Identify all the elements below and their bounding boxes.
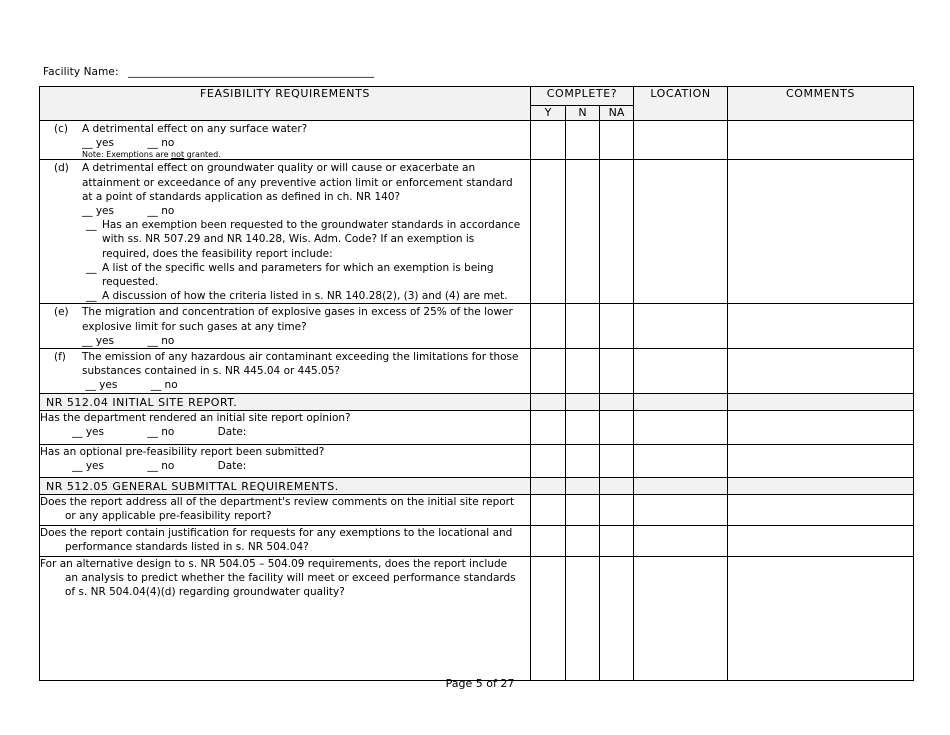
general-q1-n[interactable]: [566, 494, 600, 525]
item-d-sub2-mark[interactable]: __: [86, 261, 97, 274]
page-number: Page 5 of 27: [445, 677, 515, 690]
item-f-label: (f): [54, 351, 66, 364]
facility-name-label: Facility Name:: [43, 66, 119, 78]
general-q2-text-a: Does the report contain justification for requests for any exemptions to the locational and: [40, 526, 513, 539]
facility-name-blank[interactable]: ______________________________________________: [128, 66, 375, 78]
item-f-na[interactable]: [600, 349, 634, 394]
general-q1-location[interactable]: [634, 494, 728, 525]
item-f-comments[interactable]: [728, 349, 914, 394]
general-q1-text-a: Does the report address all of the department's review comments on the initial site report: [40, 495, 515, 508]
item-d-na[interactable]: [600, 160, 634, 304]
item-c-location[interactable]: [634, 121, 728, 160]
general-q1-comments[interactable]: [728, 494, 914, 525]
item-d-sub3-mark[interactable]: __: [86, 290, 97, 303]
item-d-sub3-text: A discussion of how the criteria listed in s. NR 140.28(2), (3) and (4) are met.: [102, 290, 508, 303]
item-f-y[interactable]: [531, 349, 566, 394]
section-initial-site-report-title: NR 512.04 INITIAL SITE REPORT.: [40, 393, 531, 410]
general-q3-text-a: For an alternative design to s. NR 504.05 – 504.09 requirements, does the report include: [40, 557, 508, 570]
item-e-options[interactable]: __ yes __ no: [82, 334, 175, 347]
initial-site-q1-options[interactable]: __ yes __ no Date:: [72, 425, 247, 438]
item-c-row: [40, 121, 914, 160]
initial-site-q2-comments[interactable]: [728, 444, 914, 477]
item-c-comments[interactable]: [728, 121, 914, 160]
initial-site-q1-n[interactable]: [566, 410, 600, 444]
initial-site-q2-y[interactable]: [531, 444, 566, 477]
item-d-sub2-text: A list of the specific wells and parameters for which an exemption is being requested.: [102, 261, 494, 289]
header-complete: COMPLETE?: [531, 87, 634, 106]
item-d-sub1-mark[interactable]: __: [86, 219, 97, 232]
item-f-options[interactable]: __ yes __ no: [82, 379, 178, 392]
general-q2-comments[interactable]: [728, 525, 914, 556]
feasibility-checklist-table: [39, 86, 914, 681]
item-f-row: [40, 349, 914, 394]
initial-site-q1-row: [40, 410, 914, 444]
item-c-y[interactable]: [531, 121, 566, 160]
item-d-row: [40, 160, 914, 304]
item-f-text: The emission of any hazardous air contaminant exceeding the limitations for those substances contained in s. NR 445.04 or 445.05?: [82, 351, 519, 378]
item-f-n[interactable]: [566, 349, 600, 394]
item-c-label: (c): [54, 123, 68, 135]
item-e-location[interactable]: [634, 304, 728, 349]
initial-site-q2-row: [40, 444, 914, 477]
general-q1-text-b: or any applicable pre-feasibility report?: [65, 509, 272, 522]
general-q1-y[interactable]: [531, 494, 566, 525]
general-q1-na[interactable]: [600, 494, 634, 525]
general-q3-text-b: an analysis to predict whether the facility will meet or exceed performance standards: [65, 571, 516, 584]
header-y: Y: [531, 106, 566, 121]
initial-site-q1-y[interactable]: [531, 410, 566, 444]
general-q3-text-c: of s. NR 504.04(4)(d) regarding groundwater quality?: [65, 586, 345, 599]
item-e-y[interactable]: [531, 304, 566, 349]
item-c-options[interactable]: __ yes __ no: [82, 137, 175, 150]
initial-site-q2-text: Has an optional pre-feasibility report been submitted?: [40, 445, 325, 458]
header-location: LOCATION: [634, 87, 728, 121]
facility-name-line: [43, 66, 374, 78]
general-q3-n[interactable]: [566, 556, 600, 680]
general-q2-na[interactable]: [600, 525, 634, 556]
item-d-location[interactable]: [634, 160, 728, 304]
item-c-na[interactable]: [600, 121, 634, 160]
general-q2-n[interactable]: [566, 525, 600, 556]
item-d-label: (d): [54, 162, 69, 175]
item-e-row: [40, 304, 914, 349]
initial-site-q2-na[interactable]: [600, 444, 634, 477]
item-d-comments[interactable]: [728, 160, 914, 304]
header-feasibility-requirements: FEASIBILITY REQUIREMENTS: [40, 87, 531, 121]
section-initial-site-report: [40, 393, 914, 410]
item-c-n[interactable]: [566, 121, 600, 160]
item-d-n[interactable]: [566, 160, 600, 304]
general-q1-row: [40, 494, 914, 525]
item-e-na[interactable]: [600, 304, 634, 349]
initial-site-q1-na[interactable]: [600, 410, 634, 444]
item-d-sub1-text: Has an exemption been requested to the groundwater standards in accordance with ss. NR 507.29 and NR 140.28, Wis. Adm. Code? If an exemption is required, does the feasibility report include:: [102, 219, 521, 260]
item-e-n[interactable]: [566, 304, 600, 349]
item-e-text: The migration and concentration of explosive gases in excess of 25% of the lower explosive limit for such gases at any time?: [82, 306, 513, 333]
item-e-label: (e): [54, 306, 69, 319]
initial-site-q1-text: Has the department rendered an initial site report opinion?: [40, 411, 351, 424]
header-comments: COMMENTS: [728, 87, 914, 121]
general-q2-location[interactable]: [634, 525, 728, 556]
initial-site-q1-comments[interactable]: [728, 410, 914, 444]
general-q3-na[interactable]: [600, 556, 634, 680]
section-general-submittal-title: NR 512.05 GENERAL SUBMITTAL REQUIREMENTS.: [40, 477, 531, 494]
header-na: NA: [600, 106, 634, 121]
item-e-comments[interactable]: [728, 304, 914, 349]
item-d-text: A detrimental effect on groundwater quality or will cause or exacerbate an attainment or exceedance of any preventive action limit or enforcement standard at a point of standards application as defined in ch. NR 140?: [82, 162, 513, 203]
general-q3-location[interactable]: [634, 556, 728, 680]
initial-site-q1-location[interactable]: [634, 410, 728, 444]
header-n: N: [566, 106, 600, 121]
general-q2-y[interactable]: [531, 525, 566, 556]
initial-site-q2-n[interactable]: [566, 444, 600, 477]
item-f-location[interactable]: [634, 349, 728, 394]
general-q2-text-b: performance standards listed in s. NR 504.04?: [65, 540, 309, 553]
initial-site-q2-options[interactable]: __ yes __ no Date:: [72, 459, 247, 472]
general-q3-row: [40, 556, 914, 680]
initial-site-q2-location[interactable]: [634, 444, 728, 477]
item-d-y[interactable]: [531, 160, 566, 304]
general-q2-row: [40, 525, 914, 556]
item-d-options[interactable]: __ yes __ no: [82, 205, 175, 218]
item-c-note: Note: Exemptions are not granted.: [82, 150, 221, 160]
general-q3-y[interactable]: [531, 556, 566, 680]
item-c-text: A detrimental effect on any surface water?: [82, 123, 308, 135]
general-q3-comments[interactable]: [728, 556, 914, 680]
section-general-submittal: [40, 477, 914, 494]
